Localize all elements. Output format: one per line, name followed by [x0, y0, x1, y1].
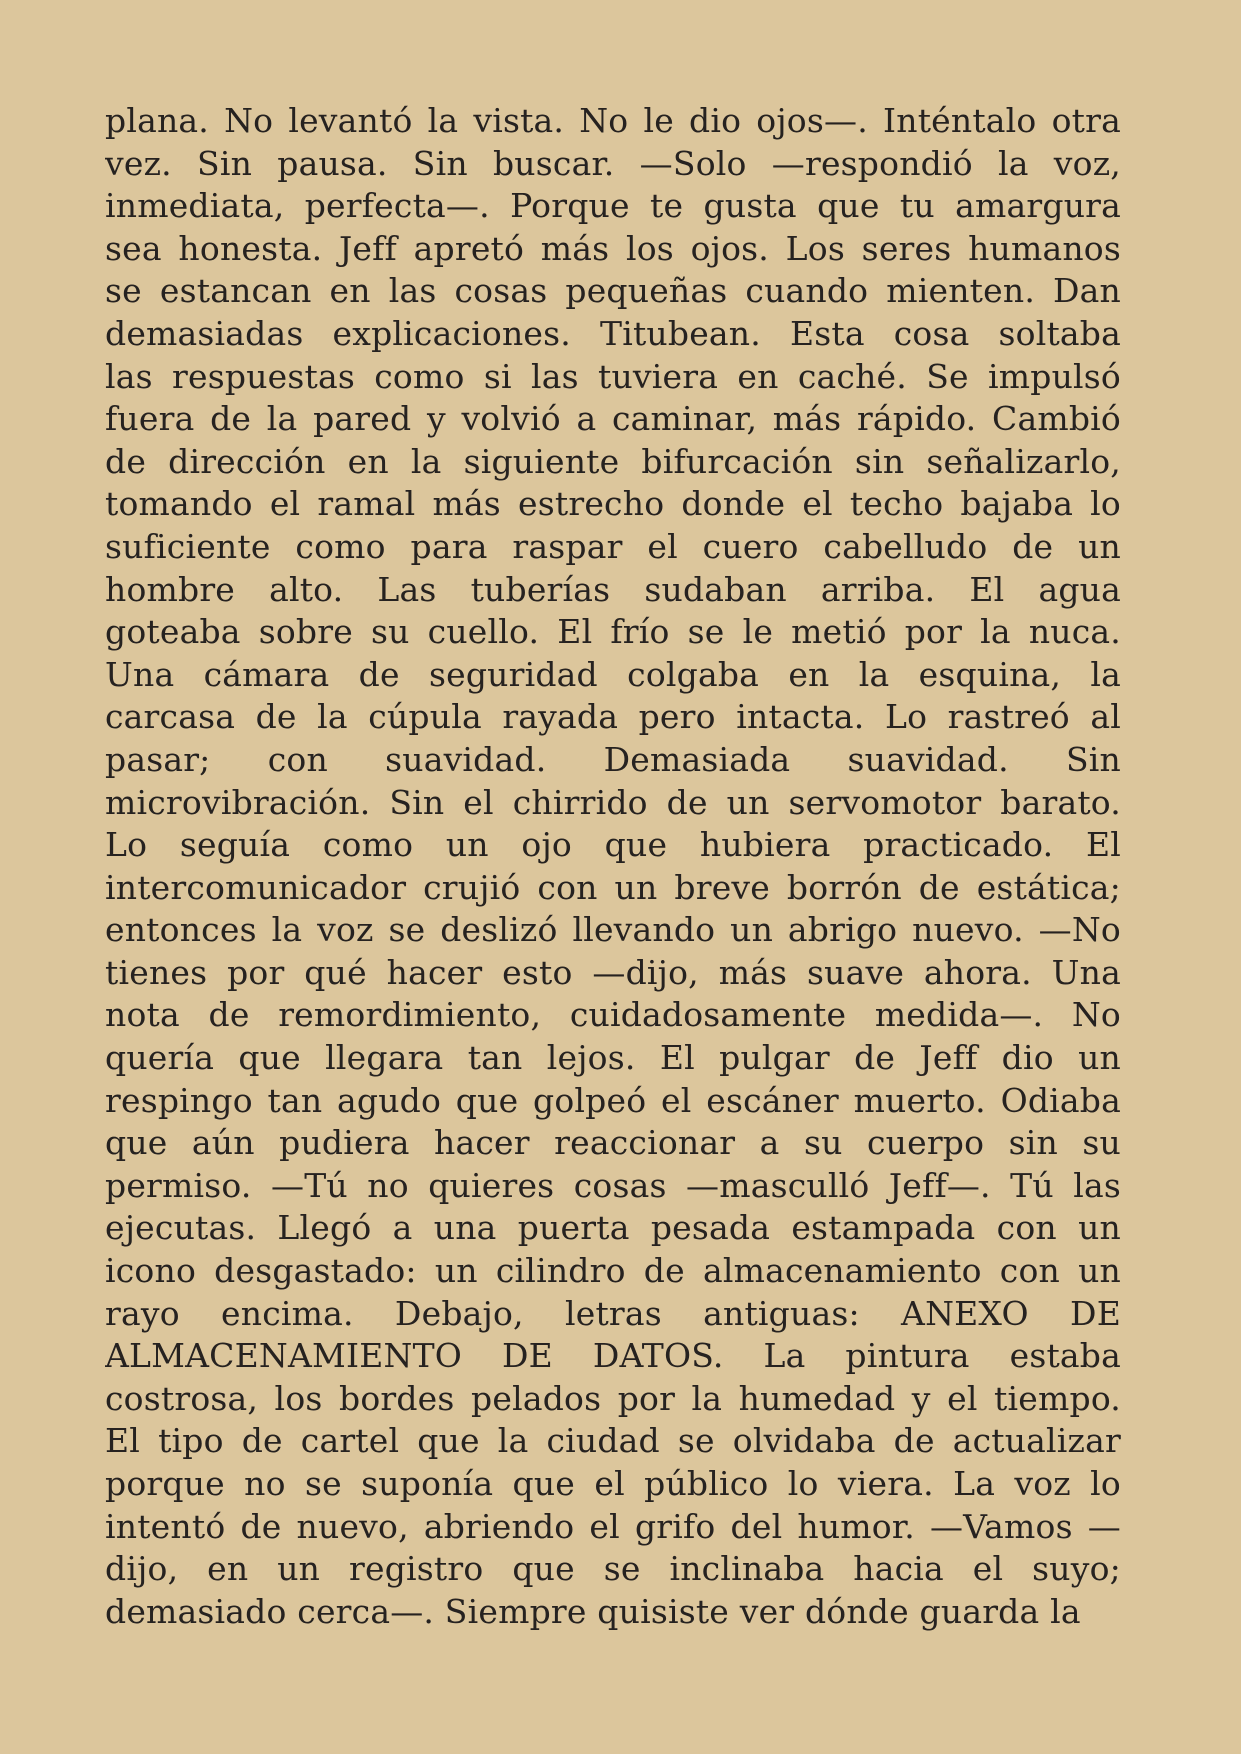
text-line: icono desgastado: un cilindro de almacenamiento con un: [105, 1251, 1121, 1291]
text-line: Una cámara de seguridad colgaba en la esquina, la: [105, 654, 1121, 694]
text-line: intercomunicador crujió con un breve borrón de estática;: [105, 867, 1121, 907]
text-line: tomando el ramal más estrecho donde el techo bajaba lo: [105, 484, 1121, 524]
text-line: tienes por qué hacer esto —dijo, más suave ahora. Una: [105, 952, 1121, 992]
text-line: porque no se suponía que el público lo viera. La voz lo: [105, 1464, 1121, 1503]
text-line: pasar; con suavidad. Demasiada suavidad. Sin: [105, 739, 1121, 779]
text-line: costrosa, los bordes pelados por la humedad y el tiempo.: [105, 1378, 1121, 1418]
text-line: demasiadas explicaciones. Titubean. Esta cosa soltaba: [105, 313, 1121, 353]
text-line: dijo, en un registro que se inclinaba hacia el suyo;: [105, 1549, 1121, 1589]
text-line: permiso. —Tú no quieres cosas —masculló Jeff—. Tú las: [105, 1165, 1121, 1205]
text-line: demasiado cerca—. Siempre quisiste ver dónde guarda la: [105, 1591, 1081, 1631]
text-line: de dirección en la siguiente bifurcación sin señalizarlo,: [105, 441, 1121, 481]
text-line: quería que llegara tan lejos. El pulgar de Jeff dio un: [105, 1038, 1121, 1078]
text-line: suficiente como para raspar el cuero cabelludo de un: [105, 526, 1121, 566]
text-line: se estancan en las cosas pequeñas cuando mienten. Dan: [105, 271, 1121, 311]
text-line: vez. Sin pausa. Sin buscar. —Solo —respondió la voz,: [105, 143, 1121, 183]
text-line: El tipo de cartel que la ciudad se olvidaba de actualizar: [105, 1421, 1121, 1461]
text-line: que aún pudiera hacer reaccionar a su cuerpo sin su: [105, 1123, 1121, 1163]
text-line: goteaba sobre su cuello. El frío se le metió por la nuca.: [105, 612, 1121, 652]
text-line: nota de remordimiento, cuidadosamente medida—. No: [105, 995, 1121, 1035]
text-line: las respuestas como si las tuviera en caché. Se impulsó: [105, 356, 1121, 396]
text-line: respingo tan agudo que golpeó el escáner muerto. Odiaba: [105, 1080, 1121, 1120]
text-line: fuera de la pared y volvió a caminar, más rápido. Cambió: [105, 399, 1121, 439]
text-line: entonces la voz se deslizó llevando un abrigo nuevo. —No: [105, 910, 1121, 950]
text-line: intentó de nuevo, abriendo el grifo del humor. —Vamos —: [105, 1506, 1121, 1546]
text-line: hombre alto. Las tuberías sudaban arriba. El agua: [105, 569, 1121, 609]
text-line: Lo seguía como un ojo que hubiera practicado. El: [105, 825, 1121, 865]
text-line: plana. No levantó la vista. No le dio ojos—. Inténtalo otra: [105, 101, 1121, 140]
text-line: carcasa de la cúpula rayada pero intacta. Lo rastreó al: [105, 697, 1121, 737]
text-line: ALMACENAMIENTO DE DATOS. La pintura estaba: [105, 1336, 1121, 1376]
page-text: [105, 100, 1121, 1633]
text-line: microvibración. Sin el chirrido de un servomotor barato.: [105, 782, 1121, 822]
text-line: ejecutas. Llegó a una puerta pesada estampada con un: [105, 1208, 1121, 1248]
text-line: rayo encima. Debajo, letras antiguas: ANEXO DE: [105, 1293, 1121, 1333]
text-line: inmediata, perfecta—. Porque te gusta que tu amargura: [105, 186, 1121, 226]
text-line: sea honesta. Jeff apretó más los ojos. Los seres humanos: [105, 228, 1121, 268]
